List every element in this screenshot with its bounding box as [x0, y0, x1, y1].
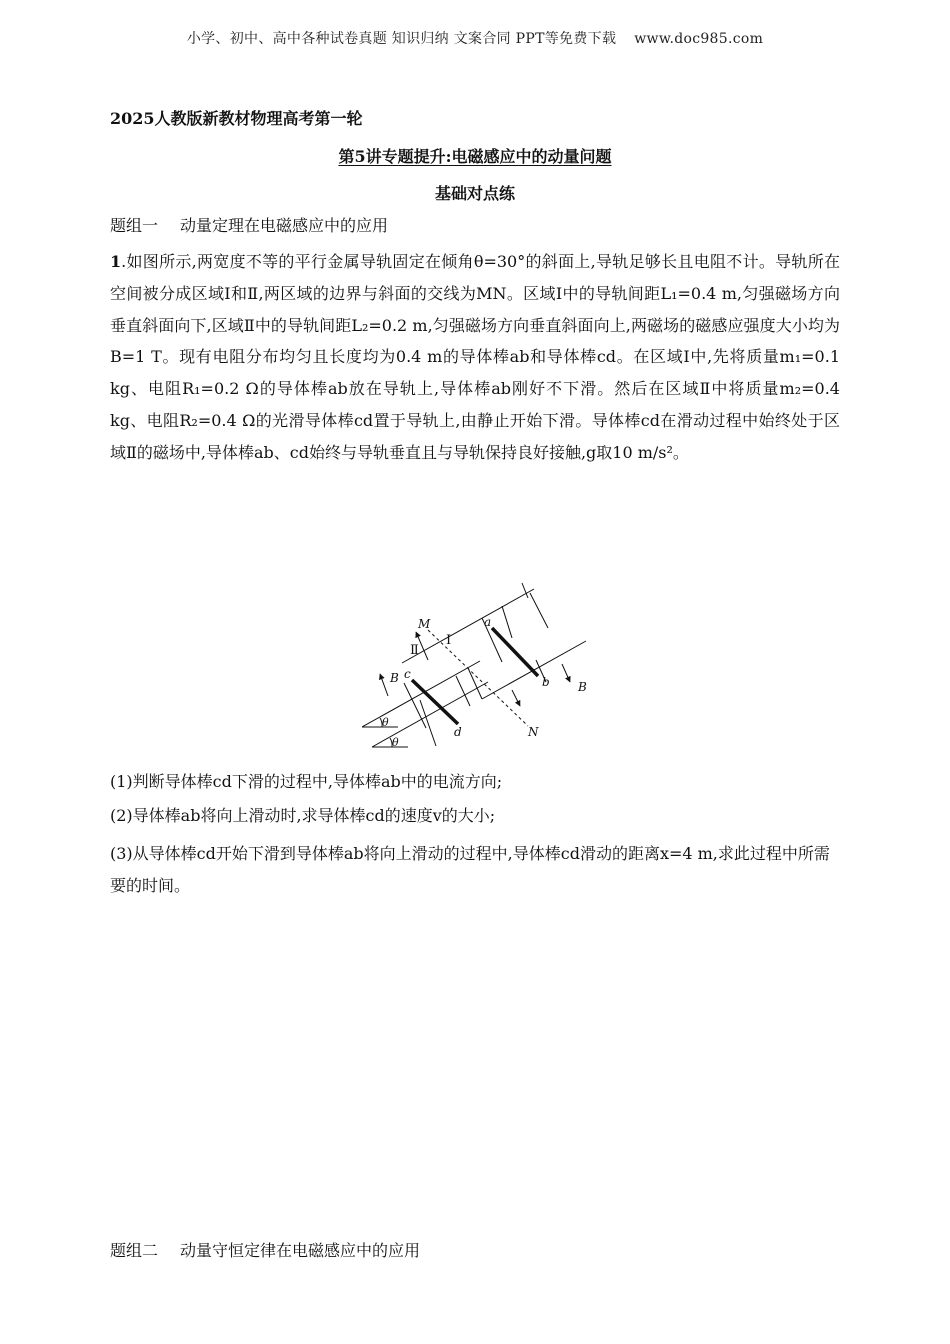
- lecture-title: [0, 144, 950, 167]
- label-b: b: [542, 675, 550, 689]
- document-title: 2025人教版新教材物理高考第一轮: [110, 109, 363, 128]
- label-a: a: [484, 615, 492, 629]
- section-title: 基础对点练: [434, 184, 515, 203]
- label-c: c: [404, 667, 411, 681]
- label-d: d: [454, 725, 462, 739]
- label-n: N: [528, 725, 539, 739]
- label-region2: Ⅱ: [410, 643, 419, 658]
- cross-line: [502, 606, 512, 638]
- page-header: [0, 28, 950, 48]
- label-theta-1: θ: [382, 716, 389, 729]
- group2-heading: [110, 1238, 420, 1261]
- group1-heading: [110, 213, 388, 236]
- question1-sub3: (3)从导体棒cd开始下滑到导体棒ab将向上滑动的过程中,导体棒cd滑动的距离x=4 m,求此过程中所需要的时间。: [110, 844, 830, 895]
- rails-figure: [362, 578, 594, 754]
- header-text: 小学、初中、高中各种试卷真题 知识归纳 文案合同 PPT等免费下载: [186, 31, 617, 47]
- label-b-field-right: B: [578, 680, 587, 694]
- label-region1: Ⅰ: [446, 633, 452, 648]
- header-site-link[interactable]: www.doc985.com: [634, 31, 764, 47]
- group1-text: 动量定理在电磁感应中的应用: [180, 216, 389, 235]
- group1-label: 题组一: [110, 216, 159, 235]
- lecture-title-text: 第5讲专题提升:电磁感应中的动量问题: [338, 147, 612, 166]
- label-theta-2: θ: [392, 736, 399, 749]
- arrow-b-right: [562, 664, 570, 682]
- group2-label: 题组二: [110, 1241, 159, 1260]
- arrow-down-region1: [512, 690, 520, 706]
- group2-text: 动量守恒定律在电磁感应中的应用: [180, 1241, 421, 1260]
- rails-diagram: [362, 578, 594, 754]
- cross-line: [420, 700, 436, 746]
- rod-ab: [492, 628, 538, 676]
- question1-sub1: (1)判断导体棒cd下滑的过程中,导体棒ab中的电流方向;: [110, 772, 503, 791]
- cross-line: [456, 676, 470, 706]
- cross-line: [530, 593, 548, 628]
- rail-region2-lower: [372, 682, 488, 747]
- label-b-field-left: B: [390, 671, 399, 685]
- question1-number: 1: [110, 252, 122, 271]
- question1-text: .如图所示,两宽度不等的平行金属导轨固定在倾角θ=30°的斜面上,导轨足够长且电阻不计。导轨所在空间被分成区域Ⅰ和Ⅱ,两区域的边界与斜面的交线为MN。区域Ⅰ中的导轨间距L₁=0.4 m,匀强磁场方向垂直斜面向下,区域Ⅱ中的导轨间距L₂=0.2 m,匀强磁场方向垂直斜面向上,两磁场的磁感应强度大小均为B=1 T。现有电阻分布均匀且长度均为0.4 m的导体棒ab和导体棒cd。在区域Ⅰ中,先将质量m₁=0.1 kg、电阻R₁=0.2 Ω的导体棒ab放在导轨上,导体棒ab刚好不下滑。然后在区域Ⅱ中将质量m₂=0.4 kg、电阻R₂=0.4 Ω的光滑导体棒cd置于导轨上,由静止开始下滑。导体棒cd在滑动过程中始终处于区域Ⅱ的磁场中,导体棒ab、cd始终与导轨垂直且与导轨保持良好接触,g取10 m/s²。: [110, 252, 840, 462]
- arrow-b-left: [380, 674, 388, 696]
- question1-stem: [110, 246, 840, 469]
- question1-sub2: (2)导体棒ab将向上滑动时,求导体棒cd的速度v的大小;: [110, 806, 496, 825]
- rail-connector-upper: [468, 668, 482, 699]
- label-m: M: [418, 617, 431, 631]
